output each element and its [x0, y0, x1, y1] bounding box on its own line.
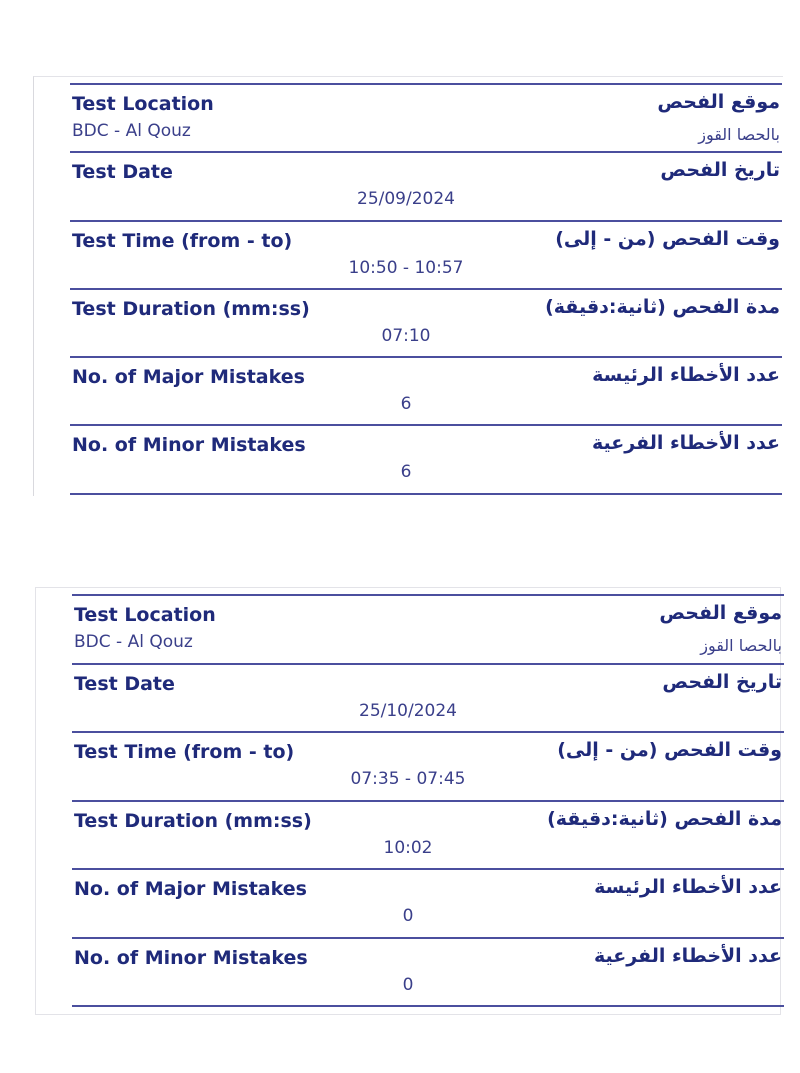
row-test-date: [70, 153, 782, 221]
test-location-label-arabic: موقع الفحص: [659, 602, 782, 624]
row-test-location: [72, 596, 784, 665]
row-test-duration: [72, 802, 784, 871]
row-minor-mistakes: [72, 939, 784, 1008]
major-mistakes-label-arabic: عدد الأخطاء الرئيسة: [592, 364, 780, 387]
minor-mistakes-label: No. of Minor Mistakes: [74, 946, 308, 969]
minor-mistakes-label-arabic: عدد الأخطاء الفرعية: [591, 432, 780, 455]
test-location-label-arabic: موقع الفحص: [657, 91, 780, 113]
minor-mistakes-value: 6: [400, 462, 412, 483]
minor-mistakes-value: 0: [402, 974, 414, 995]
test-date-label-arabic: تاريخ الفحص: [660, 159, 780, 182]
test-location-label: Test Location: [72, 93, 214, 115]
test-duration-label: Test Duration (mm:ss): [72, 297, 310, 320]
test-time-label-arabic: وقت الفحص (من - إلى): [555, 227, 780, 250]
test-location-value: BDC - Al Qouz: [72, 121, 191, 141]
row-test-time: [72, 733, 784, 802]
row-test-duration: [70, 290, 782, 358]
major-mistakes-value: 0: [402, 906, 414, 926]
row-test-time: [70, 222, 782, 290]
test-location-value-arabic: بالحصا القوز: [698, 125, 780, 144]
test-duration-label-arabic: مدة الفحص (ثانية:دقيقة): [545, 295, 780, 318]
minor-mistakes-label: No. of Minor Mistakes: [72, 434, 306, 457]
major-mistakes-label: No. of Major Mistakes: [72, 366, 305, 389]
major-mistakes-label-arabic: عدد الأخطاء الرئيسة: [594, 876, 782, 898]
test-duration-label-arabic: مدة الفحص (ثانية:دقيقة): [547, 807, 782, 830]
test-time-label-arabic: وقت الفحص (من - إلى): [557, 739, 782, 761]
test-time-label: Test Time (from - to): [74, 741, 295, 763]
test-time-value: 07:35 - 07:45: [350, 769, 466, 789]
test-date-value: 25/09/2024: [357, 189, 455, 210]
row-test-location: [70, 85, 782, 153]
test-date-label: Test Date: [74, 672, 175, 695]
major-mistakes-label: No. of Major Mistakes: [74, 878, 307, 900]
test-location-value-arabic: بالحصا القوز: [700, 636, 782, 655]
report-rows: [70, 83, 782, 495]
test-date-label: Test Date: [72, 161, 173, 184]
test-location-value: BDC - Al Qouz: [74, 632, 193, 652]
test-duration-value: 10:02: [383, 837, 433, 858]
test-date-label-arabic: تاريخ الفحص: [662, 670, 782, 693]
row-major-mistakes: [72, 870, 784, 939]
test-time-label: Test Time (from - to): [72, 229, 293, 252]
test-time-value: 10:50 - 10:57: [348, 257, 464, 278]
test-duration-label: Test Duration (mm:ss): [74, 809, 312, 832]
test-location-label: Test Location: [74, 604, 216, 626]
row-minor-mistakes: [70, 426, 782, 494]
row-test-date: [72, 665, 784, 734]
report-rows: [72, 594, 784, 1007]
test-report-card-2: [35, 587, 781, 1015]
test-date-value: 25/10/2024: [359, 700, 457, 721]
major-mistakes-value: 6: [400, 394, 412, 415]
test-duration-value: 07:10: [381, 325, 431, 346]
row-major-mistakes: [70, 358, 782, 426]
minor-mistakes-label-arabic: عدد الأخطاء الفرعية: [593, 944, 782, 967]
test-report-card-1: [33, 76, 783, 496]
